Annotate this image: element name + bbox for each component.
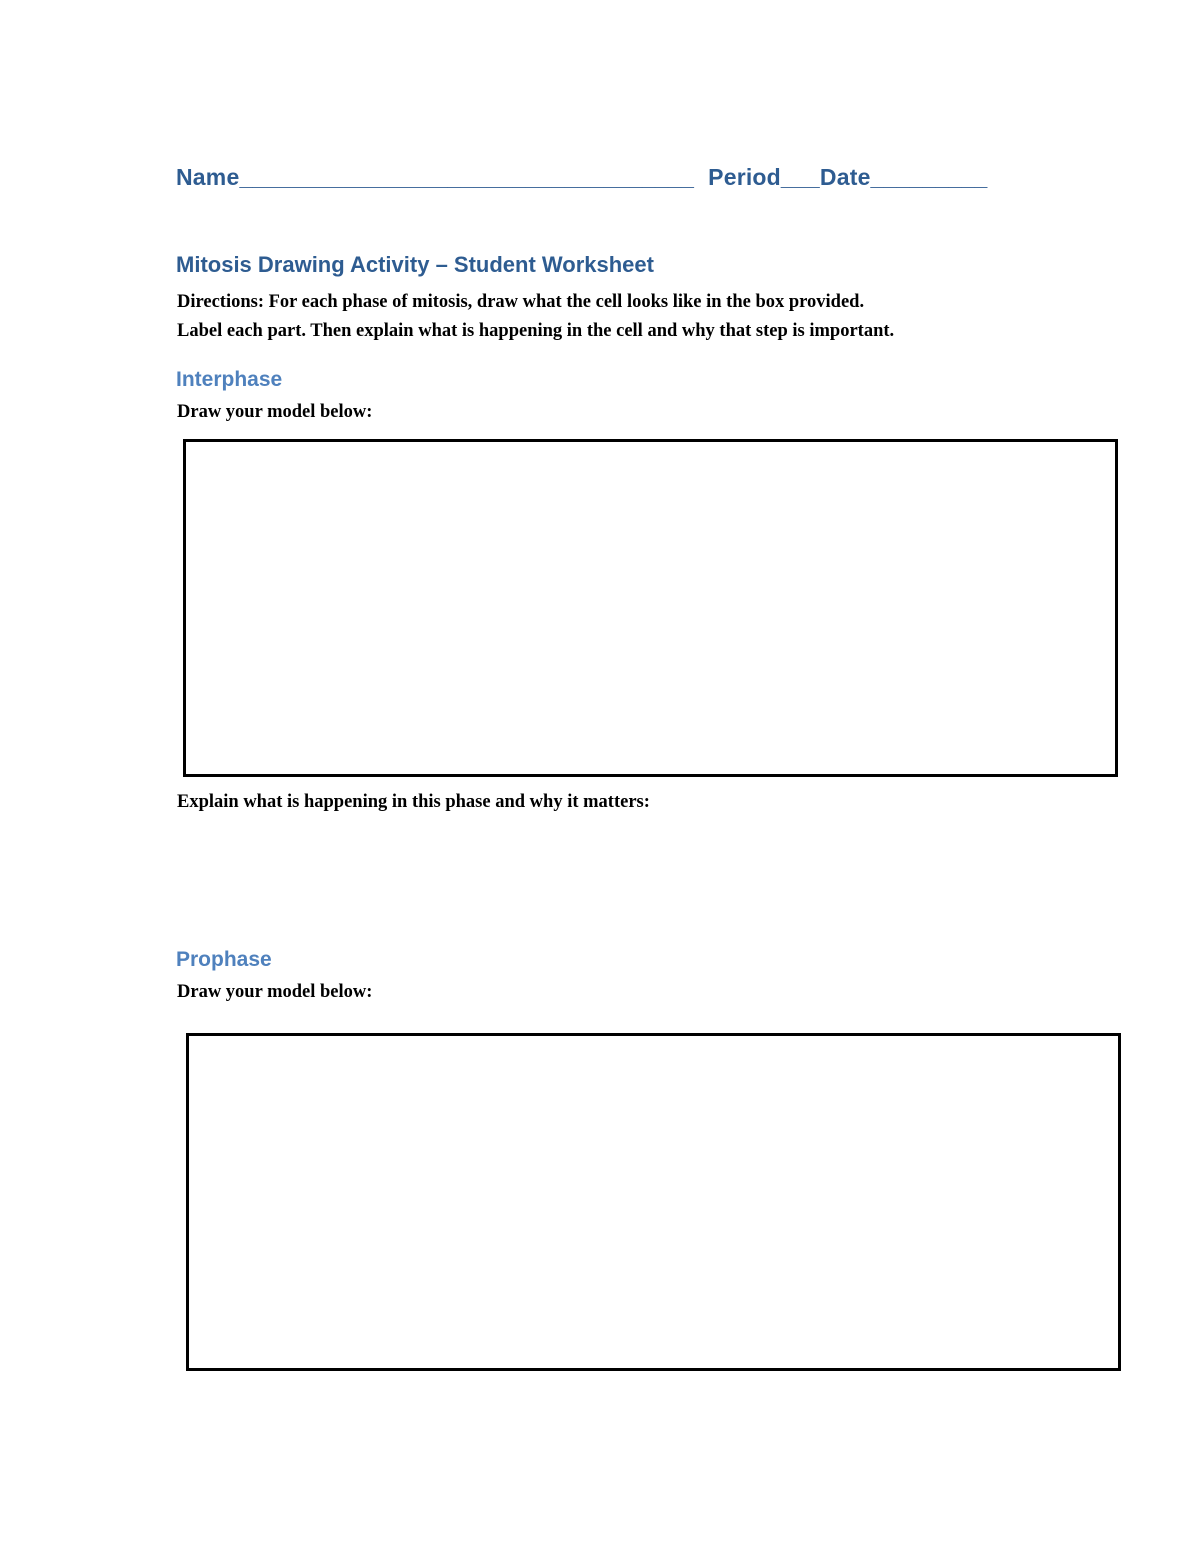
prophase-draw-prompt: Draw your model below: [177,982,373,1002]
interphase-draw-prompt: Draw your model below: [177,402,373,422]
directions [177,288,894,346]
period-field-label[interactable]: Period___ [708,164,820,190]
name-field-label[interactable]: Name___________________________________ [176,164,695,190]
phase-heading-interphase: Interphase [176,368,283,391]
directions-line-1: Directions: For each phase of mitosis, draw what the cell looks like in the box provided. [177,292,865,312]
phase-heading-prophase: Prophase [176,948,272,971]
interphase-explain-prompt: Explain what is happening in this phase and why it matters: [177,792,650,812]
interphase-drawing-box[interactable] [183,439,1118,777]
date-field-label[interactable]: Date_________ [819,164,988,190]
directions-line-2: Label each part. Then explain what is happening in the cell and why that step is important. [177,321,895,341]
worksheet-title: Mitosis Drawing Activity – Student Worksheet [176,252,654,277]
prophase-drawing-box[interactable] [186,1033,1121,1371]
student-info-line [176,164,987,191]
